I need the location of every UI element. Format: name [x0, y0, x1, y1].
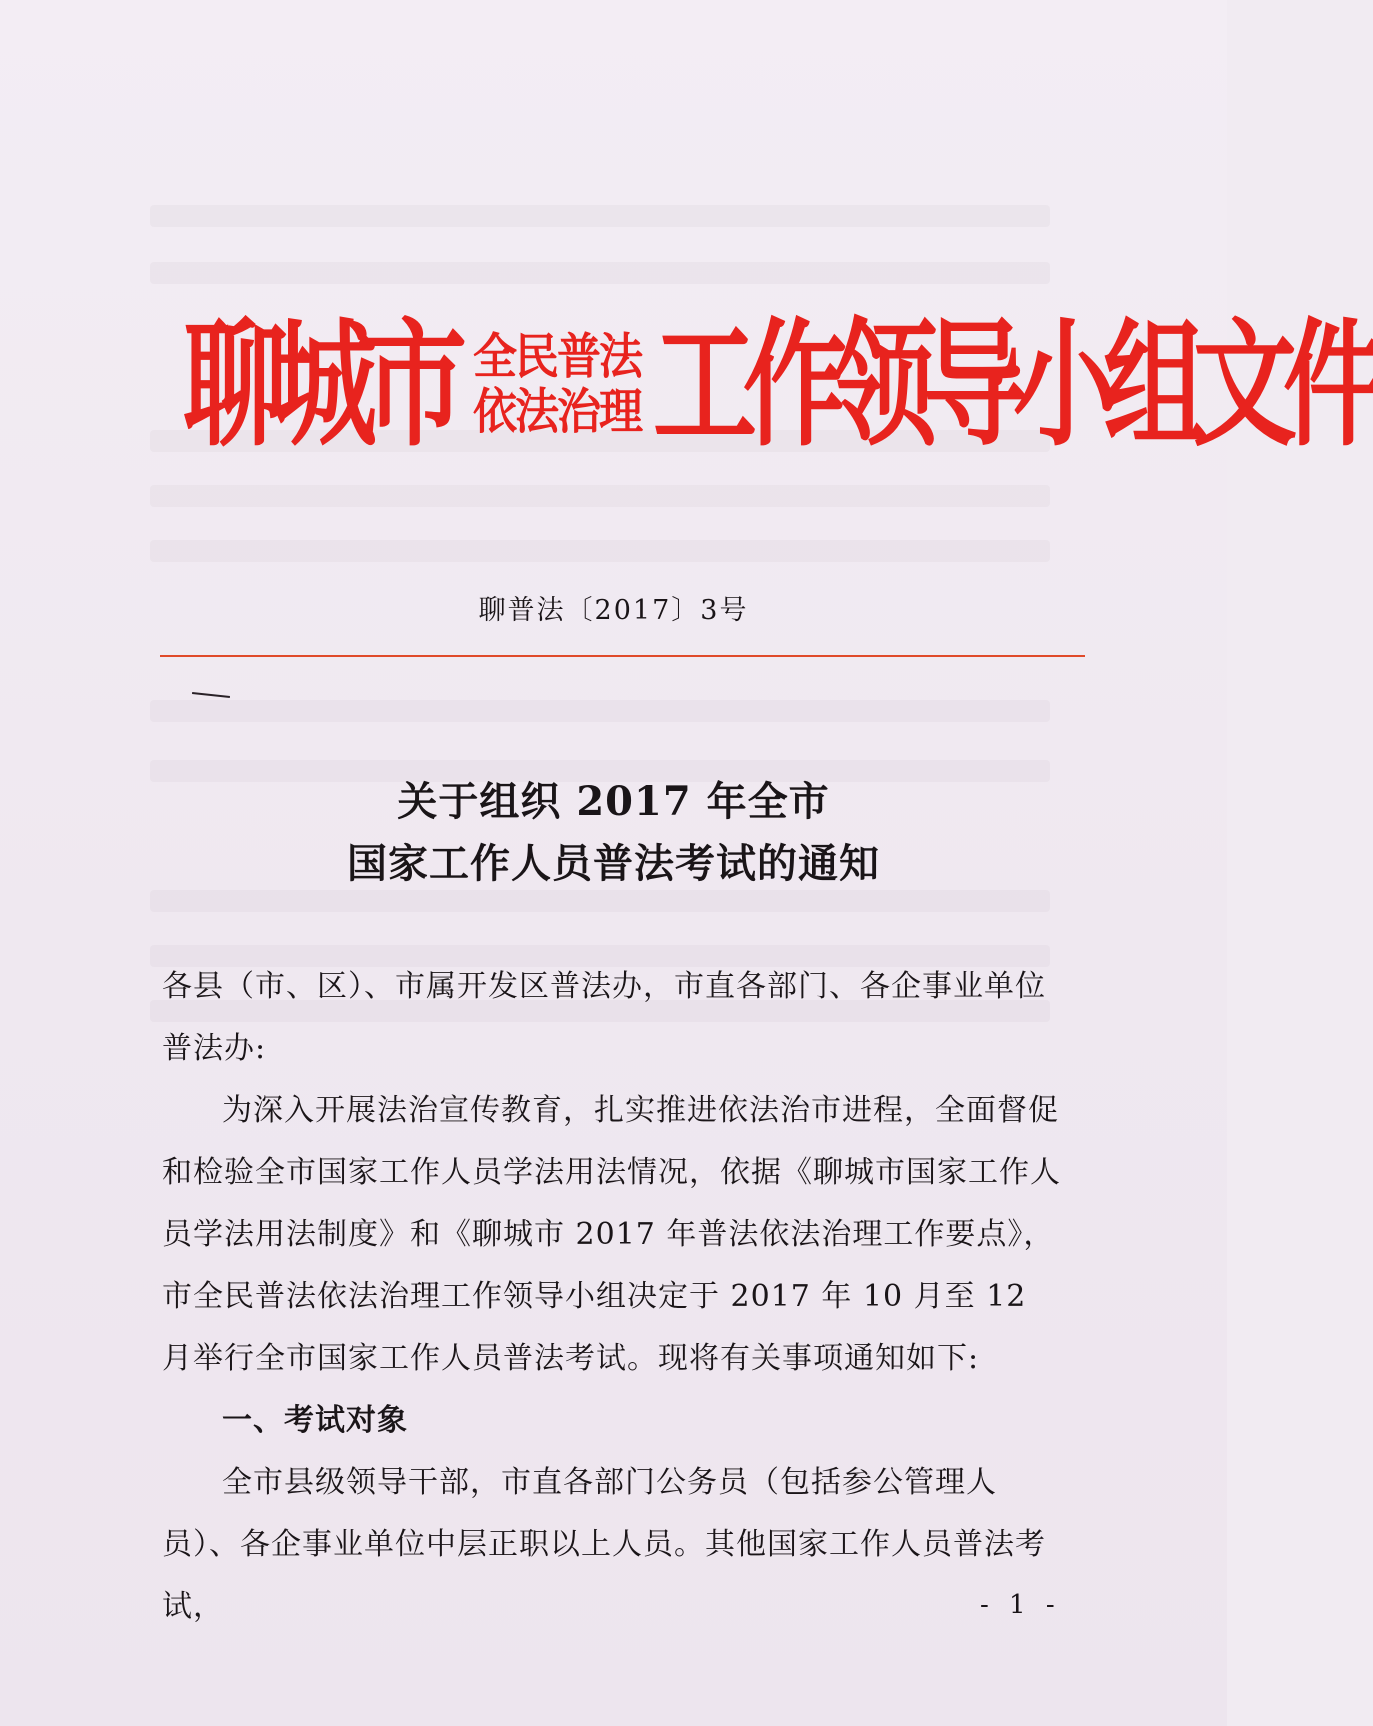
document-body [162, 956, 1062, 1638]
section-heading: 一、考试对象 [222, 1403, 408, 1438]
header-city: 聊城市 [183, 304, 454, 466]
title-line-1: 关于组织 2017 年全市 [397, 778, 830, 825]
bleed-through-texture [150, 262, 1050, 284]
pen-mark [192, 692, 230, 698]
bleed-through-texture [150, 205, 1050, 227]
bleed-through-texture [150, 890, 1050, 912]
red-divider [160, 655, 1085, 657]
document-number: 聊普法〔2017〕3号 [478, 595, 749, 626]
bleed-through-texture [150, 485, 1050, 507]
bleed-through-texture [150, 540, 1050, 562]
header-rest: 工作领导小组文件 [653, 304, 1373, 466]
header-stack-line1: 全民普法 [473, 328, 642, 385]
header-stacked-text [473, 330, 641, 440]
paragraph-intro: 为深入开展法治宣传教育，扎实推进依法治市进程，全面督促和检验全市国家工作人员学法用法情况，依据《聊城市国家工作人员学法用法制度》和《聊城市 2017 年普法依法治理工作要点》，市全民普法依法治理工作领导小组决定于 2017 年 10 月至 12 月举行全市国家工作人员普法考试。现将有关事项通知如下: [162, 1093, 1061, 1376]
document-header [183, 304, 1373, 466]
bleed-through-texture [150, 700, 1050, 722]
title-line-2: 国家工作人员普法考试的通知 [347, 840, 880, 887]
paragraph-exam-targets: 全市县级领导干部，市直各部门公务员（包括参公管理人员）、各企事业单位中层正职以上人员。其他国家工作人员普法考试， [162, 1465, 1046, 1624]
salutation: 各县（市、区）、市属开发区普法办，市直各部门、各企事业单位普法办: [162, 969, 1046, 1066]
page-number: - 1 - [980, 1590, 1061, 1620]
header-stack-line2: 依法治理 [473, 383, 642, 440]
